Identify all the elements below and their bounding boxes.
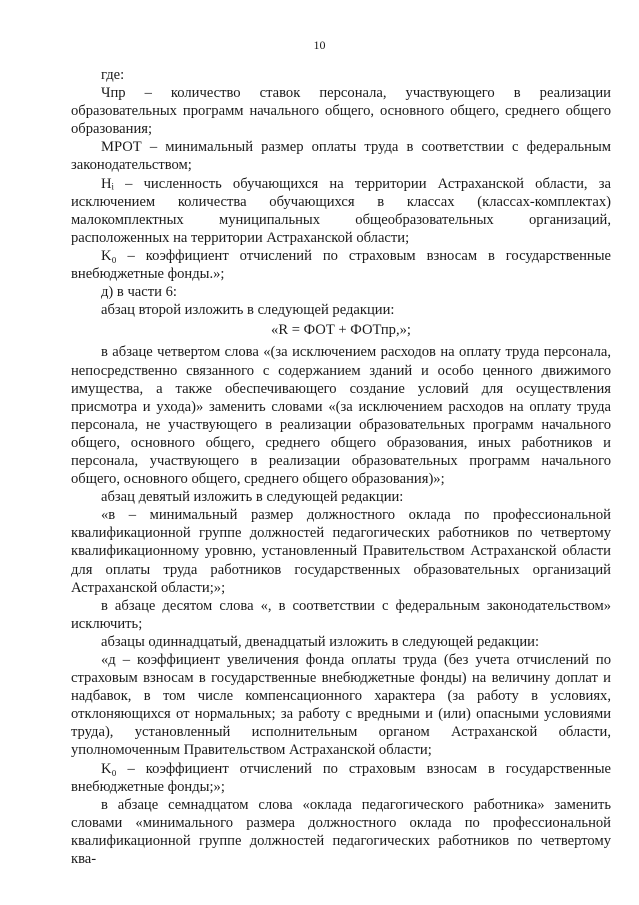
paragraph-fourth-abzac: в абзаце четвертом слова «(за исключением расходов на оплату труда персонала, непосредственно связанного с содержанием зданий и особо ценного движимого имущества, а также обеспечивающего создание условий для осуществления присмотра и ухода)» заменить словами «(за исключением расходов на оплату труда персонала, не участвующего в реализации образовательных программ начального общего, основного общего, среднего общего образования, иных работников и персонала, участвующего в реализации образовательных программ начального общего, основного общего, среднего общего образования)»; xyxy=(71,344,611,488)
paragraph-where: где: xyxy=(101,67,125,83)
paragraph-mrot-definition: МРОТ – минимальный размер оплаты труда в соответствии с федеральным законодательством; xyxy=(71,139,611,174)
paragraph-v-definition: «в – минимальный размер должностного оклада по профессиональной квалификационной группе должностей педагогических работников по четвертому квалификационному уровню, установленный Правительством Астраханской области для оплаты труда работников государственных образовательных организаций Астраханской области;»; xyxy=(71,507,611,596)
paragraph-seventeenth-abzac: в абзаце семнадцатом слова «оклада педагогического работника» заменить словами «минимального размера должностного оклада по профессиональной квалификационной группе должностей педагогических работников по четвертому ква- xyxy=(71,796,611,868)
document-body xyxy=(71,66,611,868)
paragraph-k0-definition-2: K₀ – коэффициент отчислений по страховым взносам в государственные внебюджетные фонды;»; xyxy=(71,760,611,795)
formula-r: «R = ФОТ + ФОТпр,»; xyxy=(271,322,411,339)
paragraph-ni-definition: Hᵢ – численность обучающихся на территории Астраханской области, за исключением количества обучающихся в классах (классах-комплектах) малокомплектных муниципальных общеобразовательных организаций, расположенных на территории Астраханской области; xyxy=(71,175,611,246)
paragraph-second-abzac: абзац второй изложить в следующей редакции: xyxy=(101,302,395,319)
paragraph-tenth-abzac: в абзаце десятом слова «, в соответствии с федеральным законодательством» исключить; xyxy=(71,597,611,632)
page-number: 10 xyxy=(313,38,326,52)
paragraph-eleventh-twelfth: абзацы одиннадцатый, двенадцатый изложить в следующей редакции: xyxy=(101,633,540,650)
paragraph-k0-definition: K₀ – коэффициент отчислений по страховым взносам в государственные внебюджетные фонды.»; xyxy=(71,247,611,283)
paragraph-chpr-definition: Чпр – количество ставок персонала, участвующего в реализации образовательных программ начального общего, основного общего, среднего общего образования; xyxy=(71,85,611,138)
paragraph-ninth-abzac: абзац девятый изложить в следующей редакции: xyxy=(101,489,404,506)
paragraph-d-definition: «д – коэффициент увеличения фонда оплаты труда (без учета отчислений по страховым взносам в государственные внебюджетные фонды) на величину доплат и надбавок, в том числе компенсационного характера (за работу в условиях, отклоняющихся от нормальных; за работу с вредными и (или) опасными условиями труда), установленный исполнительным органом Астраханской области, уполномоченным Правительством Астраханской области; xyxy=(71,652,611,759)
paragraph-part-6: д) в части 6: xyxy=(101,284,177,301)
